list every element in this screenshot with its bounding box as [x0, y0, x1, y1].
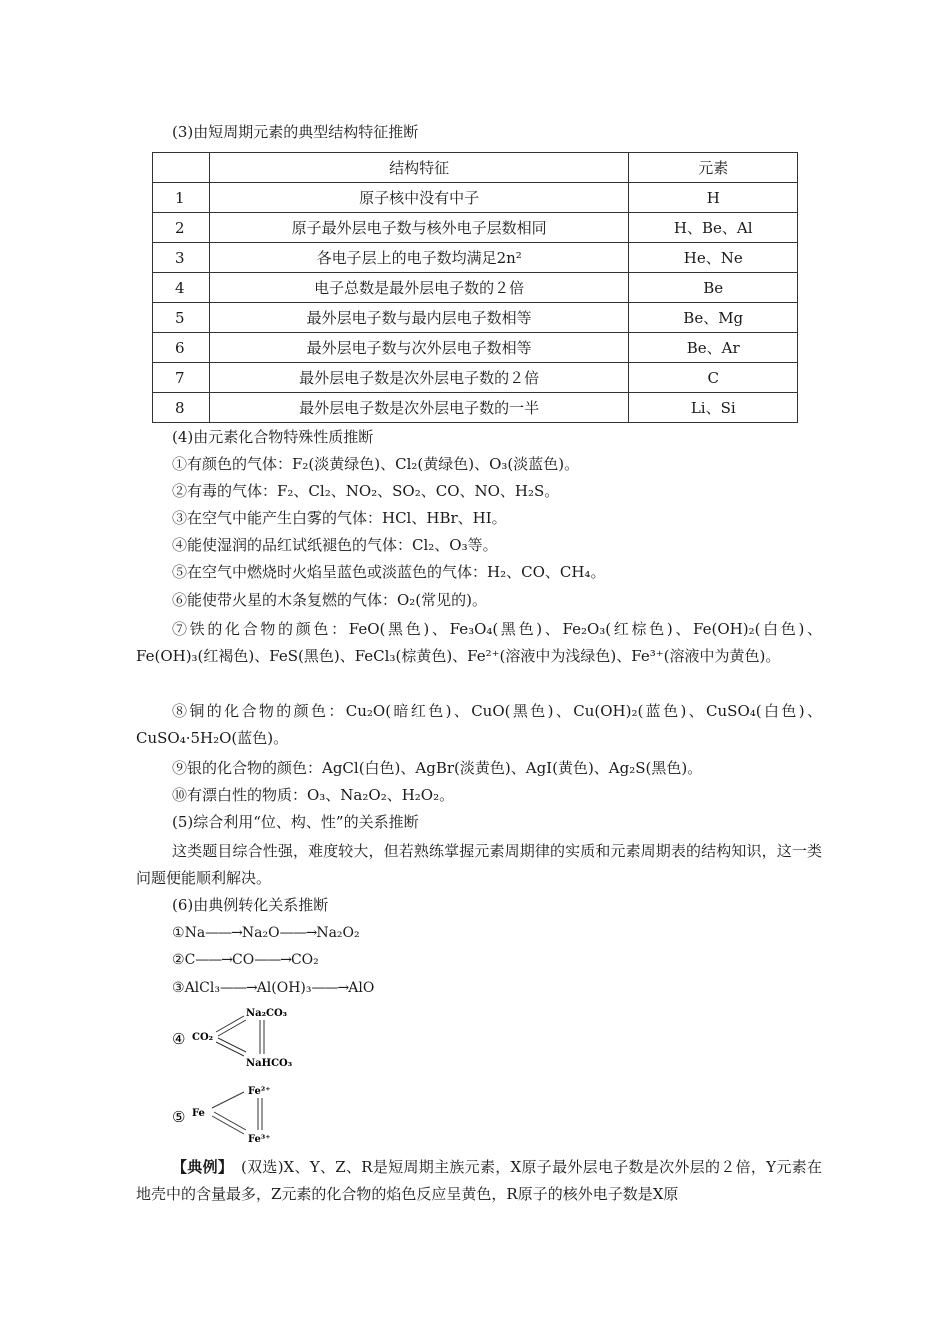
table-row — [153, 333, 798, 363]
section6-heading: (6)由典例转化关系推断 — [172, 896, 329, 914]
row-feature: 各电子层上的电子数均满足2n² — [209, 243, 629, 273]
row-elements: He、Ne — [629, 243, 798, 273]
table-row — [153, 213, 798, 243]
row-elements: Be、Mg — [629, 303, 798, 333]
chain-item: Na₂O₂ — [316, 925, 360, 941]
triangle-diagram-iron — [172, 1082, 292, 1150]
right-arrow-icon: ——→ — [195, 952, 233, 968]
right-arrow-icon: ——→ — [279, 925, 317, 941]
diagram-node-left: CO₂ — [192, 1032, 214, 1043]
chain-marker: ③ — [172, 980, 185, 996]
row-feature: 原子最外层电子数与核外电子层数相同 — [209, 213, 629, 243]
section4-heading: (4)由元素化合物特殊性质推断 — [172, 428, 374, 446]
structure-table — [152, 152, 798, 423]
row-feature: 最外层电子数与次外层电子数相等 — [209, 333, 629, 363]
section4-item: ②有毒的气体：F₂、Cl₂、NO₂、SO₂、CO、NO、H₂S。 — [172, 482, 560, 500]
row-elements: Be — [629, 273, 798, 303]
table-header-row — [153, 153, 798, 183]
row-num: 5 — [153, 303, 210, 333]
section4-item: ⑩有漂白性的物质：O₃、Na₂O₂、H₂O₂。 — [172, 786, 455, 804]
row-elements: H、Be、Al — [629, 213, 798, 243]
table-row — [153, 303, 798, 333]
section4-item: ④能使湿润的品红试纸褪色的气体：Cl₂、O₃等。 — [172, 536, 498, 554]
chain-item: Na₂O — [241, 925, 280, 941]
section4-item: ⑥能使带火星的木条复燃的气体：O₂(常见的)。 — [172, 591, 488, 609]
section4-item: ③在空气中能产生白雾的气体：HCl、HBr、HI。 — [172, 509, 507, 527]
row-feature: 最外层电子数与最内层电子数相等 — [209, 303, 629, 333]
chain-sodium — [172, 922, 360, 944]
table-header-num — [153, 153, 210, 183]
section4-item-iron: ⑦铁的化合物的颜色：FeO(黑色)、Fe₃O₄(黑色)、Fe₂O₃(红棕色)、Fe(OH)₂(白色)、Fe(OH)₃(红褐色)、FeS(黑色)、FeCl₃(棕黄色)、Fe²⁺(溶液中为浅绿色)、Fe³⁺(溶液中为黄色)。 — [136, 620, 822, 665]
section4-item-copper: ⑧铜的化合物的颜色：Cu₂O(暗红色)、CuO(黑色)、Cu(OH)₂(蓝色)、CuSO₄(白色)、CuSO₄·5H₂O(蓝色)。 — [136, 702, 822, 747]
row-feature: 最外层电子数是次外层电子数的２倍 — [209, 363, 629, 393]
diagram-node-bottom: NaHCO₃ — [246, 1058, 293, 1069]
example-text: (双选)X、Y、Z、R是短周期主族元素，X原子最外层电子数是次外层的２倍，Y元素在地壳中的含量最多，Z元素的化合物的焰色反应呈黄色，R原子的核外电子数是X原 — [136, 1158, 822, 1203]
chain-item: Al(OH)₃ — [256, 980, 312, 996]
row-num: 4 — [153, 273, 210, 303]
row-elements: H — [629, 183, 798, 213]
diagram-node-top: Fe²⁺ — [248, 1086, 271, 1097]
section5-heading: (5)综合利用“位、构、性”的关系推断 — [172, 813, 419, 831]
chain-item: AlCl₃ — [184, 980, 220, 996]
row-feature: 电子总数是最外层电子数的２倍 — [209, 273, 629, 303]
chain-marker: ① — [172, 925, 185, 941]
section4-item: ⑤在空气中燃烧时火焰呈蓝色或淡蓝色的气体：H₂、CO、CH₄。 — [172, 563, 606, 581]
row-num: 1 — [153, 183, 210, 213]
table-header-elements: 元素 — [629, 153, 798, 183]
table-row — [153, 363, 798, 393]
table-row — [153, 243, 798, 273]
chain-aluminum — [172, 977, 374, 999]
row-feature: 最外层电子数是次外层电子数的一半 — [209, 393, 629, 423]
chain-carbon — [172, 949, 319, 971]
row-num: 8 — [153, 393, 210, 423]
example-label: 【典例】 — [172, 1158, 226, 1176]
row-elements: Li、Si — [629, 393, 798, 423]
table-row — [153, 393, 798, 423]
diagram-marker: ④ — [172, 1030, 186, 1048]
example-paragraph — [136, 1154, 822, 1208]
right-arrow-icon: ——→ — [205, 925, 242, 941]
row-num: 7 — [153, 363, 210, 393]
row-elements: C — [629, 363, 798, 393]
diagram-node-left: Fe — [192, 1108, 205, 1119]
chain-item: CO — [232, 952, 255, 968]
chain-marker: ② — [172, 952, 185, 968]
diagram-node-top: Na₂CO₃ — [246, 1008, 288, 1019]
chain-item: CO₂ — [290, 952, 319, 968]
diagram-node-bottom: Fe³⁺ — [248, 1134, 271, 1145]
right-arrow-icon: ——→ — [311, 980, 349, 996]
table-header-feature: 结构特征 — [209, 153, 629, 183]
diagram-marker: ⑤ — [172, 1108, 186, 1126]
chain-item: C — [184, 952, 196, 968]
section4-item: ⑨银的化合物的颜色：AgCl(白色)、AgBr(淡黄色)、AgI(黄色)、Ag₂S(黑色)。 — [172, 759, 703, 777]
section5-text: 这类题目综合性强，难度较大，但若熟练掌握元素周期律的实质和元素周期表的结构知识，这一类问题便能顺利解决。 — [136, 842, 822, 887]
chain-item: Na — [184, 925, 206, 941]
right-arrow-icon: ——→ — [219, 980, 257, 996]
double-arrow-icon — [212, 1092, 262, 1134]
table-row — [153, 183, 798, 213]
section3-heading: (3)由短周期元素的典型结构特征推断 — [172, 123, 419, 141]
row-feature: 原子核中没有中子 — [209, 183, 629, 213]
section4-item: ①有颜色的气体：F₂(淡黄绿色)、Cl₂(黄绿色)、O₃(淡蓝色)。 — [172, 455, 580, 473]
row-num: 6 — [153, 333, 210, 363]
right-arrow-icon: ——→ — [254, 952, 291, 968]
double-arrow-icon — [216, 1016, 264, 1056]
table-row — [153, 273, 798, 303]
row-num: 2 — [153, 213, 210, 243]
row-elements: Be、Ar — [629, 333, 798, 363]
chain-item: AlO — [348, 980, 375, 996]
row-num: 3 — [153, 243, 210, 273]
triangle-diagram-carbonates — [172, 1006, 312, 1074]
